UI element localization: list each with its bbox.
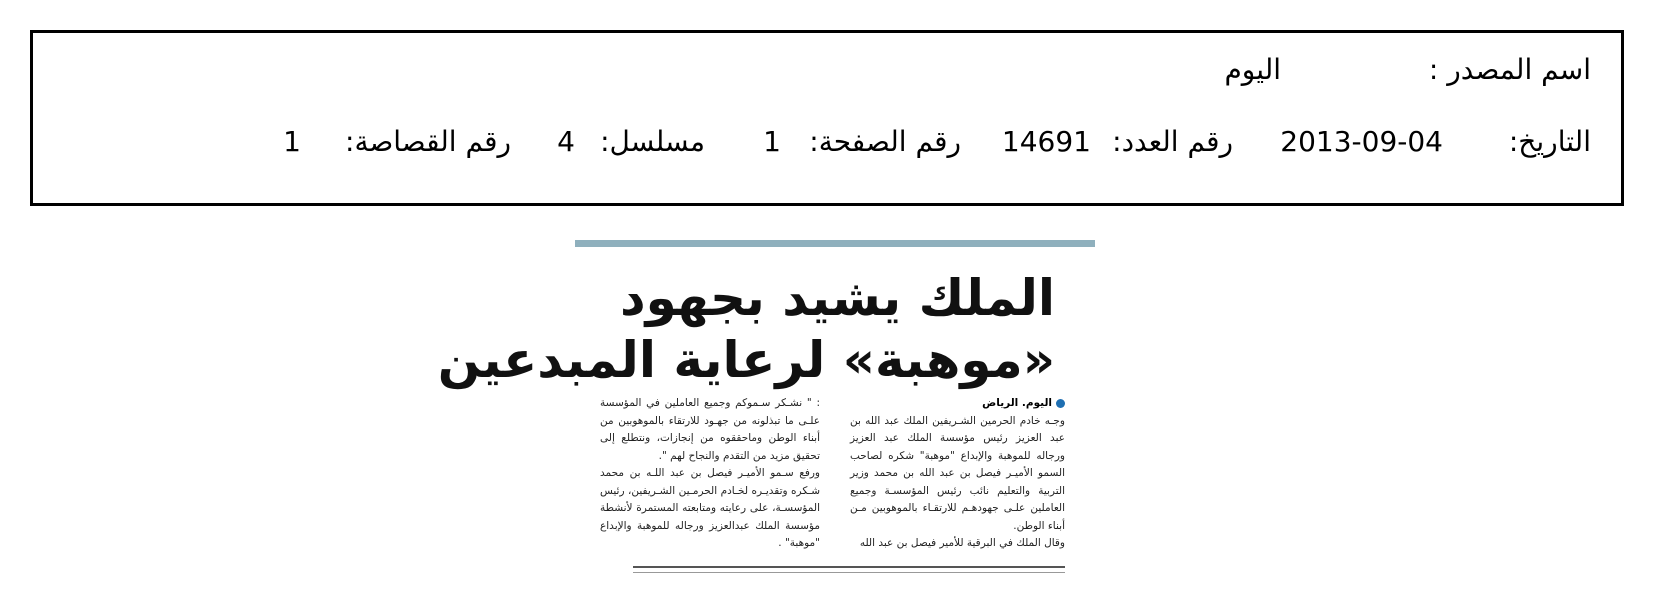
source-label: اسم المصدر : bbox=[1428, 53, 1591, 86]
column-right-paragraph-1: وجـه خادم الحرمين الشـريفين الملك عبد الله بن عبد العزيز رئيس مؤسسة الملك عبد العزيز ورجاله للموهبة والإبداع "موهبة" شكره لصاحب السمو الأميـر فيصل بن عبد الله بن محمد وزير التربية والتعليم نائب رئيس المؤسسـة وجميع العاملين علـى جهودهـم للارتقـاء بالموهوبين مـن أبناء الوطن. bbox=[850, 414, 1065, 532]
headline-line-1: الملك يشيد بجهود bbox=[620, 269, 1055, 327]
serial-label: مسلسل: bbox=[600, 125, 705, 158]
clip-label: رقم القصاصة: bbox=[345, 125, 511, 158]
date-label: التاريخ: bbox=[1508, 125, 1591, 158]
issue-label: رقم العدد: bbox=[1112, 125, 1233, 158]
page-label: رقم الصفحة: bbox=[809, 125, 961, 158]
article-column-left bbox=[600, 395, 820, 553]
clip-value: 1 bbox=[283, 125, 301, 158]
newspaper-clipping bbox=[437, 240, 1095, 580]
bottom-rule-thin bbox=[633, 572, 1065, 573]
bottom-rule bbox=[633, 566, 1065, 568]
page-value: 1 bbox=[763, 125, 781, 158]
serial-value: 4 bbox=[557, 125, 575, 158]
column-left-paragraph-2: ورفع سـمو الأميـر فيصل بن عبد اللـه بن محمد شـكره وتقديـره لخـادم الحرمـين الشـريفين، رئيس المؤسسـة، على رعايته ومتابعته المستمرة لأنشطة مؤسسة الملك عبدالعزيز ورجاله للموهبة والإبداع "موهبة" . bbox=[600, 467, 820, 549]
headline-line-2: «موهبة» لرعاية المبدعين bbox=[437, 331, 1055, 389]
source-value: اليوم bbox=[1224, 53, 1281, 86]
column-left-paragraph-1: : " نشـكر سـموكم وجميع العاملين في المؤسسة علـى ما تبذلونه من جهـود للارتقاء بالموهوبين من أبناء الوطن وماحققوه من إنجازات، ونتطلع إلى تحقيق مزيد من التقدم والنجاح لهم ". bbox=[600, 397, 820, 462]
clipping-top-bar bbox=[575, 240, 1095, 247]
source-metadata-box bbox=[30, 30, 1624, 206]
issue-value: 14691 bbox=[1001, 125, 1091, 158]
date-value: 2013-09-04 bbox=[1280, 125, 1443, 158]
byline: اليوم. الرياض bbox=[850, 395, 1065, 413]
bullet-dot-icon bbox=[1056, 399, 1065, 408]
article-column-right bbox=[850, 395, 1065, 553]
column-right-paragraph-2: وقال الملك في البرقية للأمير فيصل بن عبد الله bbox=[859, 537, 1065, 549]
